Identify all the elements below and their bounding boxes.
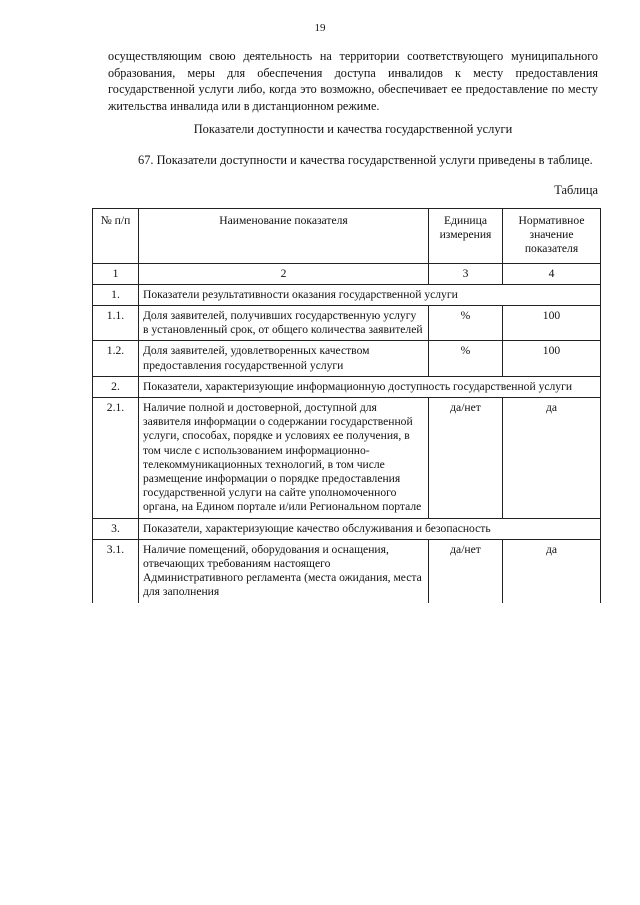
table-row (93, 341, 601, 376)
header-norm: Нормативное значение показателя (503, 209, 601, 264)
column-number: 1 (93, 263, 139, 284)
header-unit: Единица измерения (429, 209, 503, 264)
indicator-unit: % (429, 341, 503, 376)
header-num: № п/п (93, 209, 139, 264)
paragraph-67: 67. Показатели доступности и качества государственной услуги приведены в таблице. (138, 153, 593, 167)
table-row (93, 398, 601, 519)
indicator-name: Наличие полной и достоверной, доступной для заявителя информации о содержании государственной услуги, способах, порядке и условиях ее получения, в том числе с использованием информационно-телекоммуникационных технологий, в том числе размещение информации о порядке предоставления государственной услуги на сайте уполномоченного органа, на Едином портале и/или Региональном портале (139, 398, 429, 519)
column-number: 4 (503, 263, 601, 284)
page-number: 19 (314, 22, 326, 34)
row-number: 3.1. (93, 539, 139, 602)
group-row (93, 284, 601, 305)
indicator-name: Доля заявителей, получивших государственную услугу в установленный срок, от общего количества заявителей (139, 306, 429, 341)
indicator-norm: 100 (503, 306, 601, 341)
table-row (93, 539, 601, 602)
group-title: Показатели результативности оказания государственной услуги (139, 284, 601, 305)
indicator-norm: 100 (503, 341, 601, 376)
row-number: 1. (93, 284, 139, 305)
section-heading: Показатели доступности и качества государственной услуги (193, 122, 513, 136)
row-number: 2. (93, 376, 139, 397)
indicator-unit: да/нет (429, 398, 503, 519)
group-title: Показатели, характеризующие информационную доступность государственной услуги (139, 376, 601, 397)
group-row (93, 518, 601, 539)
column-number: 2 (139, 263, 429, 284)
group-title: Показатели, характеризующие качество обслуживания и безопасность (139, 518, 601, 539)
row-number: 3. (93, 518, 139, 539)
indicators-table (92, 208, 601, 603)
column-number: 3 (429, 263, 503, 284)
table-header-row (93, 209, 601, 264)
indicator-name: Наличие помещений, оборудования и оснащения, отвечающих требованиям настоящего Административного регламента (места ожидания, места для заполнения (139, 539, 429, 602)
row-number: 2.1. (93, 398, 139, 519)
indicator-name: Доля заявителей, удовлетворенных качеством предоставления государственной услуги (139, 341, 429, 376)
indicator-norm: да (503, 539, 601, 602)
table-caption: Таблица (554, 183, 598, 197)
row-number: 1.1. (93, 306, 139, 341)
header-name: Наименование показателя (139, 209, 429, 264)
indicator-norm: да (503, 398, 601, 519)
indicator-unit: да/нет (429, 539, 503, 602)
table-row (93, 306, 601, 341)
column-number-row (93, 263, 601, 284)
intro-paragraph: осуществляющим свою деятельность на территории соответствующего муниципального образования, меры для обеспечения доступа инвалидов к месту предоставления государственной услуги либо, когда это возможно, обеспечивает ее предоставление по месту жительства инвалида или в дистанционном режиме. (108, 49, 598, 113)
indicator-unit: % (429, 306, 503, 341)
row-number: 1.2. (93, 341, 139, 376)
group-row (93, 376, 601, 397)
